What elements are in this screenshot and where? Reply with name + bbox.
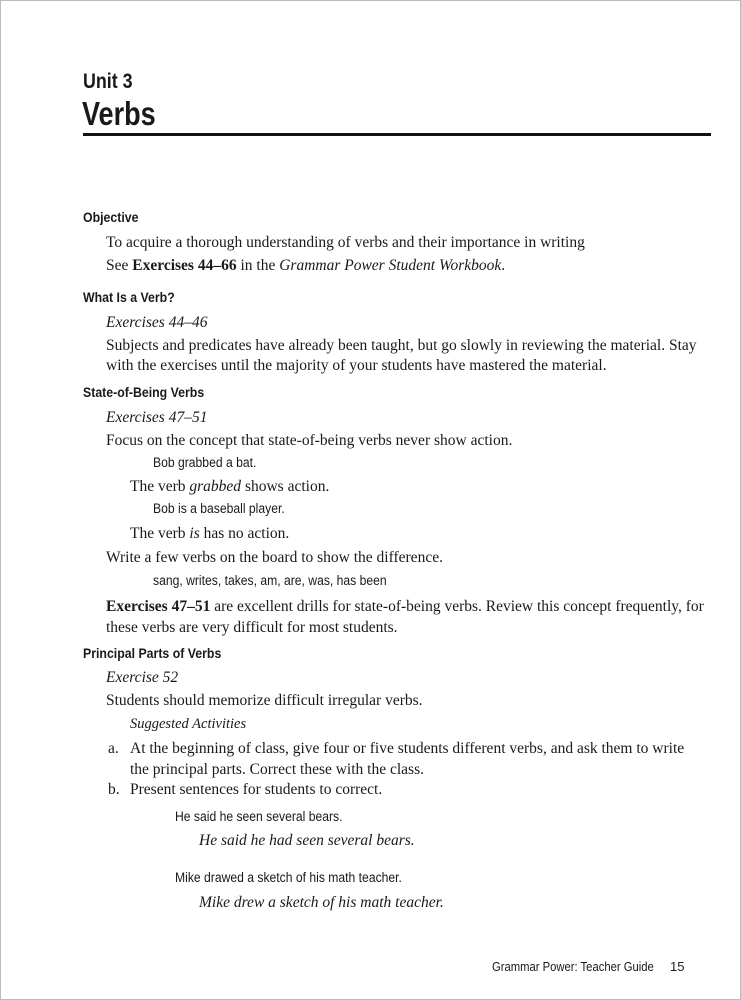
unit-label: Unit 3	[83, 70, 133, 93]
subheading-suggested: Suggested Activities	[130, 716, 247, 732]
incorrect-sentence: He said he seen several bears.	[175, 809, 343, 824]
example-sentence: Bob grabbed a bat.	[153, 455, 257, 470]
list-item-text: Present sentences for students to correct.	[130, 781, 383, 798]
page-title: Verbs	[82, 95, 156, 132]
example-sentence: Bob is a baseball player.	[153, 501, 285, 516]
page-number: 15	[670, 959, 685, 974]
exercise-ref: Exercises 47–51	[106, 409, 208, 426]
body-text: Write a few verbs on the board to show the difference.	[106, 549, 443, 566]
heading-principal-parts: Principal Parts of Verbs	[83, 645, 222, 661]
objective-text: To acquire a thorough understanding of verbs and their importance in writing	[106, 234, 585, 251]
objective-reference: See Exercises 44–66 in the Grammar Power Student Workbook.	[106, 257, 506, 274]
exercise-ref: Exercise 52	[106, 669, 179, 686]
heading-what-is-a-verb: What Is a Verb?	[83, 289, 175, 305]
example-list: sang, writes, takes, am, are, was, has been	[153, 573, 387, 588]
body-text: Exercises 47–51 are excellent drills for state-of-being verbs. Review this concept frequently, for	[106, 598, 704, 615]
list-marker: b.	[108, 781, 120, 798]
body-text: Subjects and predicates have already been taught, but go slowly in reviewing the material. Stay	[106, 337, 697, 354]
title-rule	[83, 133, 711, 136]
heading-objective: Objective	[83, 209, 139, 225]
list-marker: a.	[108, 740, 119, 757]
footer-book-title: Grammar Power: Teacher Guide	[492, 960, 654, 974]
list-item-text: the principal parts. Correct these with the class.	[130, 761, 424, 778]
body-text: with the exercises until the majority of your students have mastered the material.	[106, 357, 607, 374]
note-text: The verb is has no action.	[130, 525, 290, 542]
heading-state-of-being: State-of-Being Verbs	[83, 384, 205, 400]
body-text: Students should memorize difficult irregular verbs.	[106, 692, 423, 709]
list-item-text: At the beginning of class, give four or five students different verbs, and ask them to write	[130, 740, 685, 757]
incorrect-sentence: Mike drawed a sketch of his math teacher.	[175, 870, 402, 885]
note-text: The verb grabbed shows action.	[130, 478, 330, 495]
body-text: these verbs are very difficult for most students.	[106, 619, 398, 636]
exercise-ref: Exercises 44–46	[106, 314, 208, 331]
corrected-sentence: Mike drew a sketch of his math teacher.	[199, 894, 444, 911]
body-text: Focus on the concept that state-of-being verbs never show action.	[106, 432, 513, 449]
corrected-sentence: He said he had seen several bears.	[199, 832, 415, 849]
